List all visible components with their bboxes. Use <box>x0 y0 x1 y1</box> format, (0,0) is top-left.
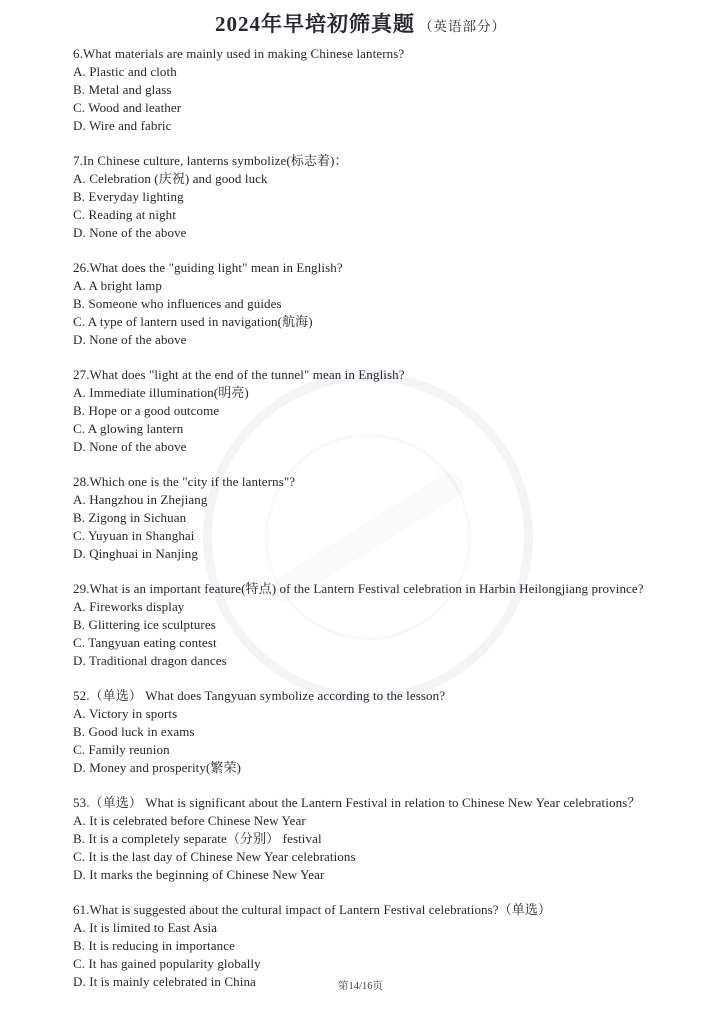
option-text: C. Wood and leather <box>73 100 182 115</box>
option-text: B. It is reducing in importance <box>73 938 235 953</box>
option-text: A. It is limited to East Asia <box>73 920 218 935</box>
question-text: 27.What does "light at the end of the tunnel" mean in English? <box>73 367 405 382</box>
page-title: 2024年早培初筛真题 <box>215 12 415 36</box>
option-text: A. It is celebrated before Chinese New Year <box>73 813 306 828</box>
option-text: A. Immediate illumination(明亮) <box>73 385 249 400</box>
option-text: D. None of the above <box>73 439 187 454</box>
option-text: D. Traditional dragon dances <box>73 653 227 668</box>
question-block <box>73 45 697 135</box>
question-text: 53.（单选） What is significant about the Lantern Festival in relation to Chinese New Year celebrations？ <box>73 795 641 810</box>
option-text: B. Hope or a good outcome <box>73 403 220 418</box>
question-block <box>73 259 697 349</box>
option-text: A. A bright lamp <box>73 278 162 293</box>
option-text: B. Glittering ice sculptures <box>73 617 216 632</box>
option-text: B. Someone who influences and guides <box>73 296 282 311</box>
option-text: C. Reading at night <box>73 207 176 222</box>
page-header <box>0 10 721 41</box>
option-text: C. A glowing lantern <box>73 421 184 436</box>
option-text: D. None of the above <box>73 332 187 347</box>
question-text: 29.What is an important feature(特点) of the Lantern Festival celebration in Harbin Heilongjiang province? <box>73 581 644 596</box>
option-text: B. Good luck in exams <box>73 724 195 739</box>
option-text: B. Everyday lighting <box>73 189 184 204</box>
option-text: A. Victory in sports <box>73 706 178 721</box>
option-text: C. Tangyuan eating contest <box>73 635 217 650</box>
question-text: 7.In Chinese culture, lanterns symbolize(标志着)： <box>73 153 348 168</box>
option-text: C. It has gained popularity globally <box>73 956 261 971</box>
option-text: D. It is mainly celebrated in China <box>73 974 256 989</box>
option-text: A. Plastic and cloth <box>73 64 177 79</box>
option-text: B. It is a completely separate（分别） festival <box>73 831 322 846</box>
question-block <box>73 687 697 777</box>
option-text: C. Family reunion <box>73 742 170 757</box>
option-text: D. Wire and fabric <box>73 118 172 133</box>
question-block <box>73 473 697 563</box>
option-text: C. It is the last day of Chinese New Year celebrations <box>73 849 356 864</box>
question-text: 6.What materials are mainly used in making Chinese lanterns? <box>73 46 405 61</box>
question-block <box>73 580 697 670</box>
question-block <box>73 366 697 456</box>
option-text: A. Hangzhou in Zhejiang <box>73 492 208 507</box>
question-text: 61.What is suggested about the cultural impact of Lantern Festival celebrations?（单选） <box>73 902 552 917</box>
option-text: D. None of the above <box>73 225 187 240</box>
page-number: 第14/16页 <box>338 981 383 992</box>
option-text: A. Fireworks display <box>73 599 185 614</box>
option-text: C. Yuyuan in Shanghai <box>73 528 195 543</box>
question-text: 26.What does the "guiding light" mean in English? <box>73 260 343 275</box>
option-text: C. A type of lantern used in navigation(航海) <box>73 314 313 329</box>
option-text: B. Zigong in Sichuan <box>73 510 187 525</box>
option-text: D. It marks the beginning of Chinese New Year <box>73 867 325 882</box>
question-text: 52.（单选） What does Tangyuan symbolize according to the lesson? <box>73 688 446 703</box>
option-text: B. Metal and glass <box>73 82 172 97</box>
question-text: 28.Which one is the "city if the lanterns"? <box>73 474 296 489</box>
question-block <box>73 152 697 242</box>
option-text: D. Money and prosperity(繁荣) <box>73 760 242 775</box>
questions-list <box>0 45 721 991</box>
question-block <box>73 794 697 884</box>
option-text: D. Qinghuai in Nanjing <box>73 546 198 561</box>
option-text: A. Celebration (庆祝) and good luck <box>73 171 268 186</box>
page-subtitle: （英语部分） <box>419 19 506 34</box>
